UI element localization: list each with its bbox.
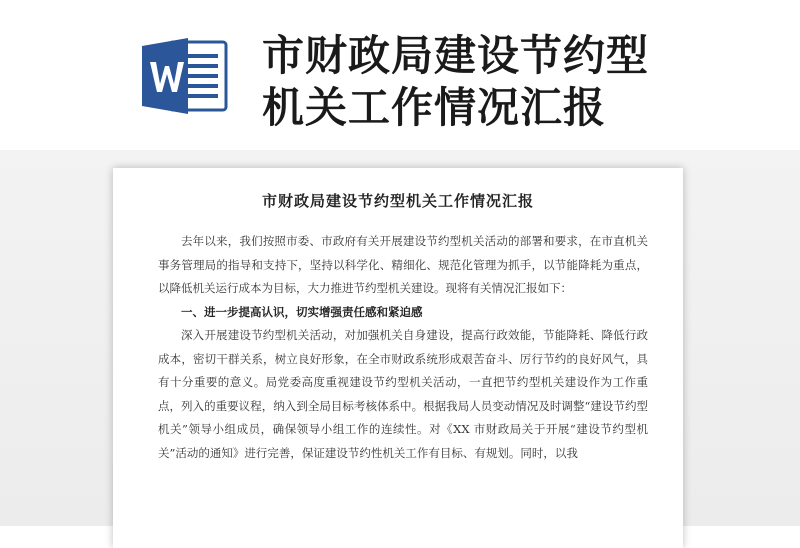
document-title: 市财政局建设节约型机关工作情况汇报 bbox=[261, 192, 534, 210]
title-line-2: 机关工作情况汇报 bbox=[262, 83, 607, 132]
word-icon bbox=[140, 36, 232, 116]
section-heading-1: 一、进一步提高认识，切实增强责任感和紧迫感 bbox=[181, 304, 423, 319]
page-title bbox=[262, 30, 782, 134]
document-page bbox=[113, 168, 683, 548]
paragraph-intro: 去年以来，我们按照市委、市政府有关开展建设节约型机关活动的部署和要求，在市直机关事务管理局的指导和支持下，坚持以科学化、精细化、规范化管理为抓手，以节能降耗为重点，以降低机关运行成本为目标，大力推进节约型机关建设。现将有关情况汇报如下： bbox=[158, 234, 648, 295]
title-line-1: 市财政局建设节约型 bbox=[262, 31, 650, 80]
paragraph-section-1: 深入开展建设节约型机关活动，对加强机关自身建设，提高行政效能，节能降耗、降低行政成本，密切干群关系，树立良好形象，在全市财政系统形成艰苦奋斗、厉行节约的良好风气，具有十分重要的意义。局党委高度重视建设节约型机关活动，一直把节约型机关建设作为工作重点，列入的重要议程，纳入到全局目标考核体系中。根据我局人员变动情况及时调整“建设节约型机关”领导小组成员，确保领导小组工作的连续性。对《XX 市财政局关于开展“建设节约型机关”活动的通知》进行完善，保证建设节约性机关工作有目标、有规划。同时，以我 bbox=[158, 328, 648, 460]
document-body bbox=[158, 230, 648, 465]
